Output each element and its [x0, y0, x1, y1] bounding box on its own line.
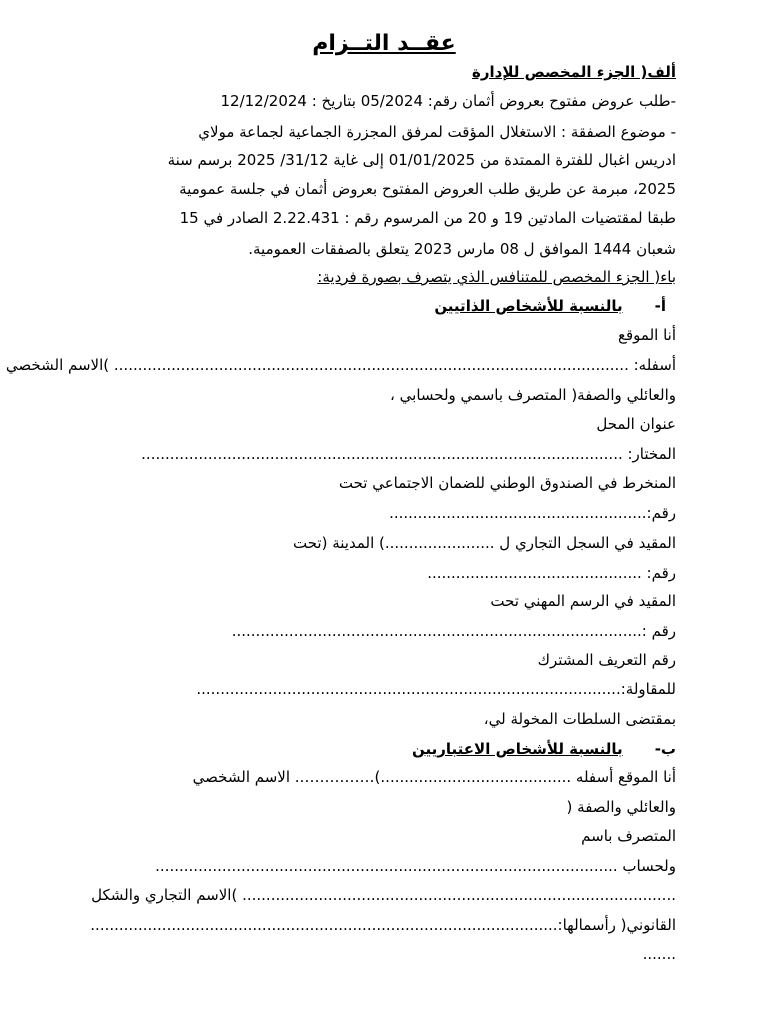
- natural-persons-heading-row: [434, 296, 666, 316]
- natural-line: رقم :......................................................................................: [231, 622, 676, 640]
- legal-line: ولحساب .................................................................................................: [155, 857, 676, 875]
- legal-line: .......: [642, 945, 676, 963]
- legal-persons-marker: ب-: [654, 740, 676, 758]
- section-a-line: -طلب عروض مفتوح بعروض أثمان رقم: 05/2024 بتاريخ : 12/12/2024: [220, 92, 676, 110]
- natural-line: المنخرط في الصندوق الوطني للضمان الاجتماعي تحت: [338, 474, 676, 492]
- legal-line: ........................................................................................... )الاسم التجاري والشكل: [91, 886, 676, 904]
- natural-persons-heading: بالنسبة للأشخاص الذاتيين: [434, 297, 623, 315]
- legal-line: أنا الموقع أسفله ........................................)……………. الاسم الشخصي: [192, 768, 676, 786]
- natural-line: رقم:......................................................: [389, 504, 676, 522]
- section-a-line: - موضوع الصفقة : الاستغلال المؤقت لمرفق المجزرة الجماعية لجماعة مولاي: [198, 123, 676, 141]
- section-a-heading: ألف( الجزء المخصص للإدارة: [472, 63, 676, 81]
- natural-line: رقم التعريف المشترك: [537, 651, 676, 669]
- section-b-heading: باء( الجزء المخصص للمتنافس الذي يتصرف بصورة فردية:: [317, 268, 676, 286]
- legal-persons-heading-row: [412, 739, 676, 759]
- section-a-line: شعبان 1444 الموافق ل 08 مارس 2023 يتعلق بالصفقات العمومية.: [248, 240, 676, 258]
- section-a-line: 2025، مبرمة عن طريق طلب العروض المفتوح بعروض أثمان في جلسة عمومية: [179, 180, 676, 198]
- natural-line: للمقاولة:.........................................................................................: [196, 680, 676, 698]
- natural-line: رقم: .............................................: [427, 564, 676, 582]
- natural-persons-marker: أ-: [654, 297, 666, 315]
- legal-persons-heading: بالنسبة للأشخاص الاعتباريين: [412, 740, 623, 758]
- legal-line: المتصرف باسم: [581, 827, 676, 845]
- section-a-line: طبقا لمقتضيات المادتين 19 و 20 من المرسوم رقم : 2.22.431 الصادر في 15: [179, 209, 676, 227]
- section-a-line: ادريس اغبال للفترة الممتدة من 01/01/2025 إلى غاية 31/12/ 2025 برسم سنة: [167, 151, 676, 169]
- legal-line: القانوني( رأسمالها:..................................................................................................: [90, 916, 676, 934]
- natural-line: أسفله: ............................................................................................................ )الاسم الشخصي: [5, 356, 676, 374]
- document-title: عقــد التــزام: [312, 31, 456, 56]
- natural-line: عنوان المحل: [596, 415, 676, 433]
- natural-line: والعائلي والصفة( المتصرف باسمي ولحسابي ،: [390, 386, 676, 404]
- natural-line: أنا الموقع: [618, 326, 676, 344]
- natural-line: المقيد في السجل التجاري ل .......................) المدينة (تحت: [293, 534, 676, 552]
- natural-line: المقيد في الرسم المهني تحت: [490, 592, 676, 610]
- natural-line: المختار: .....................................................................................................: [141, 445, 676, 463]
- natural-line: بمقتضى السلطات المخولة لي،: [483, 710, 676, 728]
- legal-line: والعائلي والصفة (: [566, 798, 676, 816]
